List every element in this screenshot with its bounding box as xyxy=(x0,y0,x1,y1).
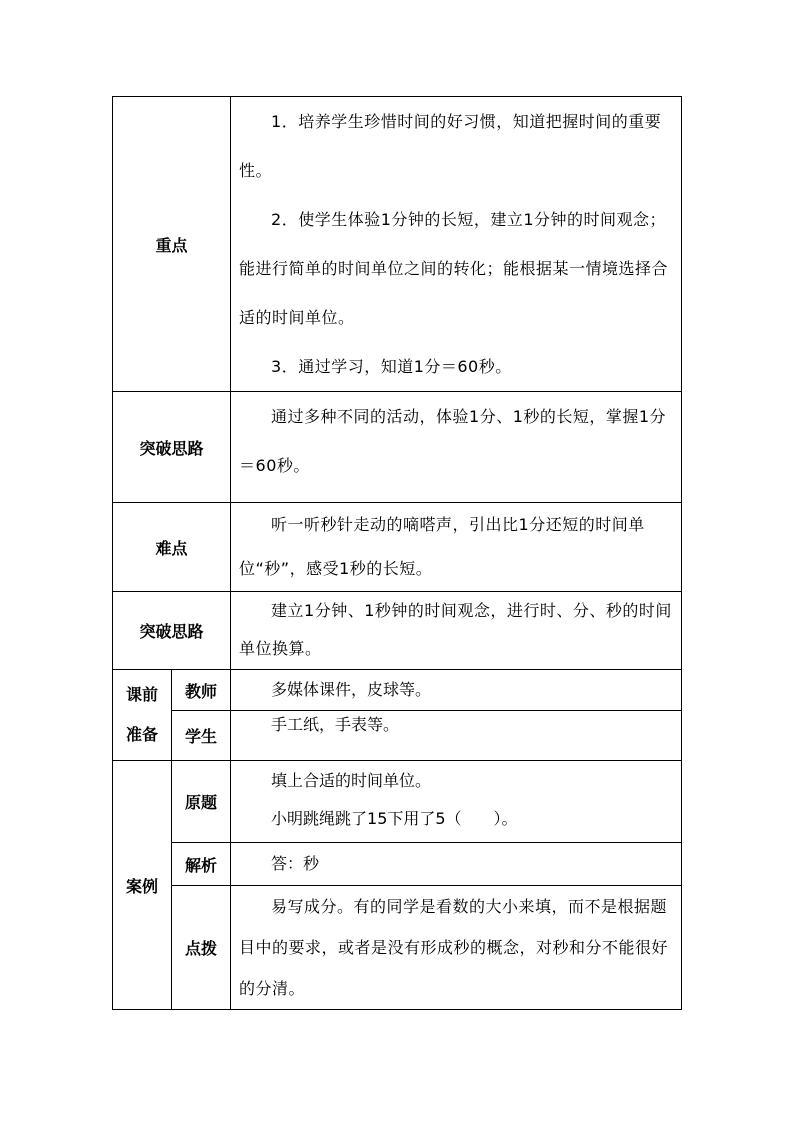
key-points-content xyxy=(231,97,682,392)
difficulty-row xyxy=(113,503,682,592)
teacher-text: 多媒体课件，皮球等。 xyxy=(271,680,432,699)
approach-row-1 xyxy=(113,392,682,503)
case-analysis-row xyxy=(113,843,682,886)
student-text: 手工纸，手表等。 xyxy=(271,715,400,734)
prep-label-bottom: 准备 xyxy=(125,725,158,744)
prep-student-row xyxy=(113,711,682,761)
student-label: 学生 xyxy=(172,711,231,761)
approach-label-2: 突破思路 xyxy=(113,592,231,670)
analysis-label: 解析 xyxy=(172,843,231,886)
original-content xyxy=(231,761,682,843)
key-points-row xyxy=(113,97,682,392)
approach-label-1: 突破思路 xyxy=(113,392,231,503)
approach-content-2 xyxy=(231,592,682,670)
key-point-1: 1．培养学生珍惜时间的好习惯，知道把握时间的重要性。 xyxy=(239,112,662,180)
approach-row-2 xyxy=(113,592,682,670)
original-line-1: 填上合适的时间单位。 xyxy=(271,771,432,790)
difficulty-label: 难点 xyxy=(113,503,231,592)
prep-label xyxy=(113,670,172,761)
case-tip-row xyxy=(113,886,682,1010)
tip-text: 易写成分。有的同学是看数的大小来填，而不是根据题目中的要求，或者是没有形成秒的概念，对秒和分不能很好的分清。 xyxy=(239,897,669,998)
analysis-text: 答：秒 xyxy=(271,854,320,873)
approach-content-1 xyxy=(231,392,682,503)
approach-text-1: 通过多种不同的活动，体验1分、1秒的长短，掌握1分＝60秒。 xyxy=(239,407,667,475)
difficulty-content xyxy=(231,503,682,592)
lesson-plan-table xyxy=(112,96,682,1010)
difficulty-text: 听一听秒针走动的嘀嗒声，引出比1分还短的时间单位“秒”，感受1秒的长短。 xyxy=(239,515,645,578)
key-point-2: 2．使学生体验1分钟的长短，建立1分钟的时间观念；能进行简单的时间单位之间的转化；能根据某一情境选择合适的时间单位。 xyxy=(239,210,669,327)
teacher-content xyxy=(231,670,682,711)
case-label: 案例 xyxy=(113,761,172,1010)
original-line-2: 小明跳绳跳了15下用了5（ ）。 xyxy=(271,809,518,828)
original-label: 原题 xyxy=(172,761,231,843)
key-points-label: 重点 xyxy=(113,97,231,392)
key-point-3: 3．通过学习，知道1分＝60秒。 xyxy=(271,357,512,376)
student-content xyxy=(231,711,682,761)
case-original-row xyxy=(113,761,682,843)
prep-label-top: 课前 xyxy=(125,685,158,704)
prep-teacher-row xyxy=(113,670,682,711)
tip-label: 点拨 xyxy=(172,886,231,1010)
teacher-label: 教师 xyxy=(172,670,231,711)
approach-text-2: 建立1分钟、1秒钟的时间观念，进行时、分、秒的时间单位换算。 xyxy=(239,601,672,658)
tip-content xyxy=(231,886,682,1010)
analysis-content xyxy=(231,843,682,886)
